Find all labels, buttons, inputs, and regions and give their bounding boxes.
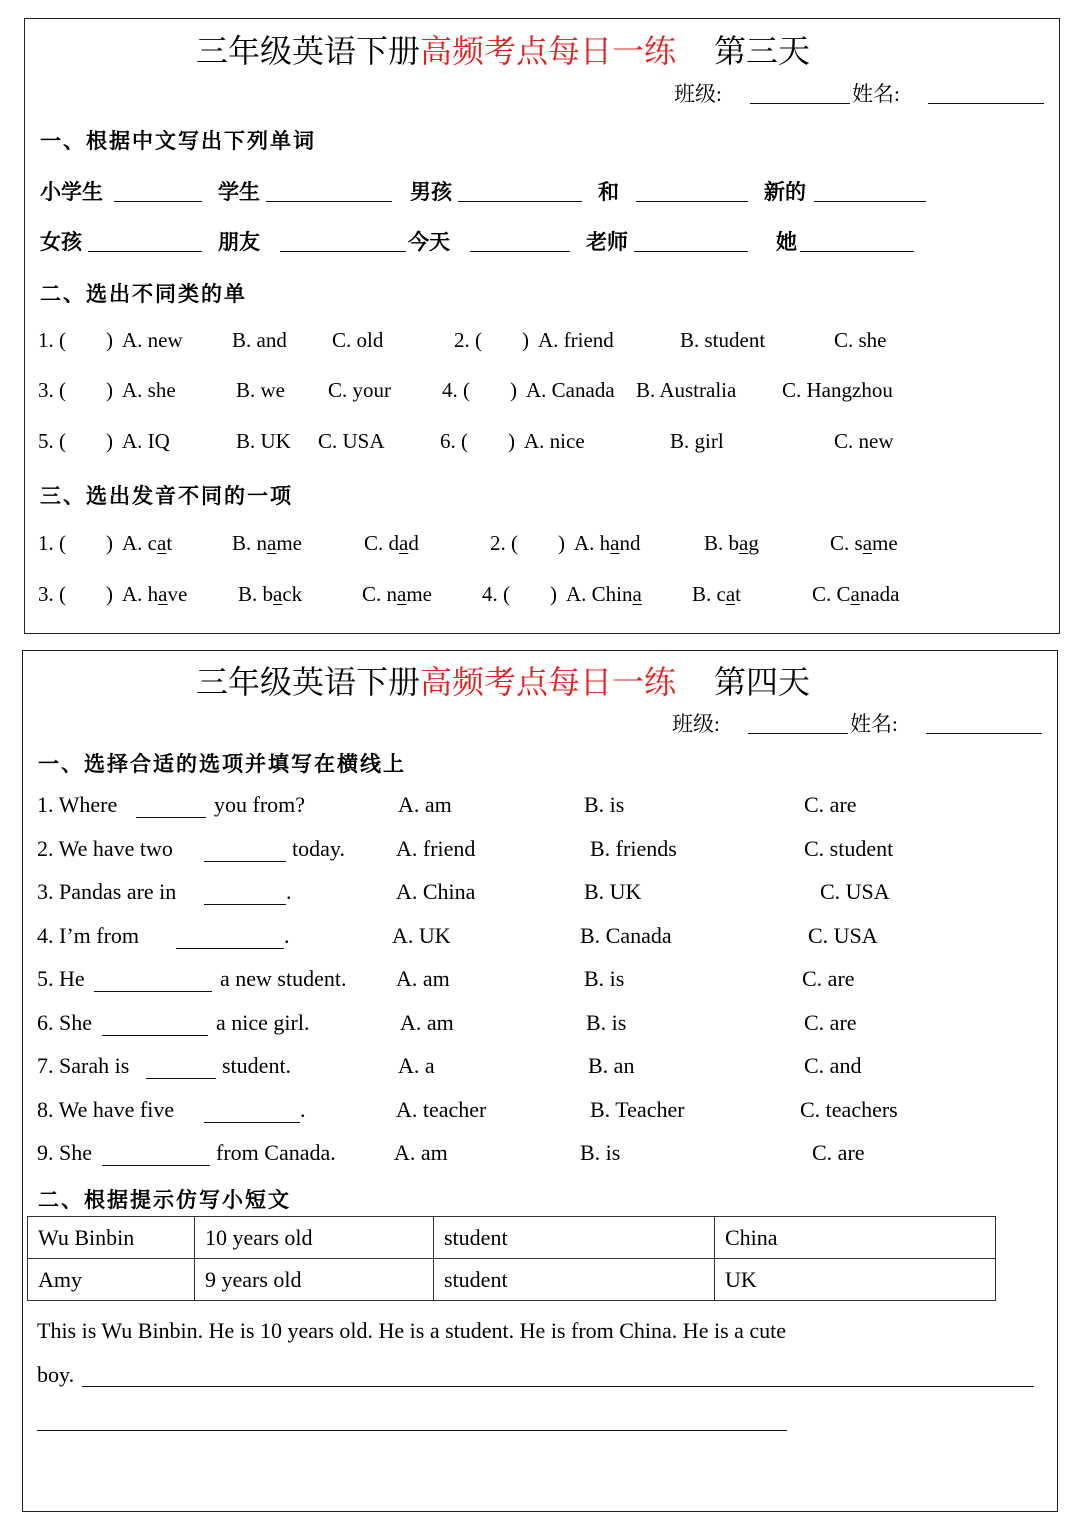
answer-blank[interactable] (634, 251, 748, 252)
bracket-close: ) (510, 378, 517, 402)
question-number: 3. ( (38, 378, 66, 402)
bracket-close: ) (508, 429, 515, 453)
option-a: A. hand (574, 531, 641, 555)
option-c: C. dad (364, 531, 419, 555)
info-table (27, 1216, 996, 1301)
option-a: A. teacher (396, 1097, 487, 1122)
answer-blank[interactable] (280, 251, 406, 252)
answer-blank[interactable] (176, 948, 284, 949)
day3-section2-heading: 二、选出不同类的单 (40, 281, 247, 306)
day3-section3-heading: 三、选出发音不同的一项 (40, 483, 293, 508)
word-prompt: 女孩 (40, 229, 82, 254)
answer-blank[interactable] (814, 201, 926, 202)
bracket-close: ) (522, 328, 529, 352)
day4-class-field[interactable] (748, 733, 848, 734)
bracket-close: ) (550, 582, 557, 606)
answer-blank[interactable] (204, 1122, 300, 1123)
answer-blank[interactable] (204, 861, 286, 862)
option-a: A. Canada (526, 378, 615, 402)
answer-blank[interactable] (114, 201, 202, 202)
answer-blank[interactable] (94, 991, 212, 992)
question-stem: 8. We have five (37, 1097, 175, 1122)
option-b: B. is (584, 792, 625, 817)
word-prompt: 小学生 (40, 179, 103, 204)
option-a: A. UK (392, 923, 451, 948)
day3-name-field[interactable] (928, 103, 1044, 104)
word-prompt: 和 (598, 179, 619, 204)
option-b: B. is (580, 1140, 621, 1165)
example-text-line2: boy. (37, 1362, 75, 1387)
option-a: A. a (398, 1053, 435, 1078)
question-stem: 3. Pandas are in (37, 879, 177, 904)
option-a: A. new (122, 328, 183, 352)
table-cell: 10 years old (195, 1217, 434, 1259)
option-c: C. are (804, 792, 857, 817)
option-c: C. student (804, 836, 894, 861)
option-c: C. old (332, 328, 384, 352)
word-prompt: 新的 (764, 179, 806, 204)
option-b: B. is (586, 1010, 627, 1035)
option-b: B. girl (670, 429, 724, 453)
question-number: 6. ( (440, 429, 468, 453)
option-c: C. Canada (812, 582, 900, 606)
question-number: 5. ( (38, 429, 66, 453)
question-stem-end: . (286, 879, 292, 904)
writing-line[interactable] (37, 1430, 787, 1431)
day3-name-label: 姓名: (852, 82, 900, 106)
option-c: C. are (802, 966, 855, 991)
answer-blank[interactable] (636, 201, 748, 202)
day3-section1-heading: 一、根据中文写出下列单词 (40, 128, 316, 153)
day4-title: 三年级英语下册高频考点每日一练 第四天 (196, 663, 811, 701)
word-prompt: 她 (776, 229, 797, 254)
table-cell: UK (715, 1259, 996, 1301)
answer-blank[interactable] (470, 251, 570, 252)
question-stem: 2. We have two (37, 836, 173, 861)
option-b: B. an (588, 1053, 635, 1078)
answer-blank[interactable] (266, 201, 392, 202)
question-stem-end: . (284, 923, 290, 948)
answer-blank[interactable] (102, 1165, 210, 1166)
word-prompt: 今天 (408, 229, 450, 254)
option-c: C. USA (808, 923, 878, 948)
question-stem: 6. She (37, 1010, 92, 1035)
option-b: B. Canada (580, 923, 672, 948)
table-row (28, 1217, 996, 1259)
option-b: B. student (680, 328, 766, 352)
option-a: A. cat (122, 531, 173, 555)
worksheet-day3 (24, 18, 1060, 634)
option-b: B. UK (584, 879, 642, 904)
question-stem-end: a new student. (220, 966, 347, 991)
question-number: 2. ( (454, 328, 482, 352)
worksheet-day4 (22, 650, 1058, 1512)
question-number: 4. ( (442, 378, 470, 402)
bracket-close: ) (106, 531, 113, 555)
option-a: A. friend (538, 328, 614, 352)
option-c: C. and (804, 1053, 862, 1078)
table-cell: China (715, 1217, 996, 1259)
question-stem: 1. Where (37, 792, 118, 817)
question-stem: 4. I’m from (37, 923, 140, 948)
option-c: C. are (812, 1140, 865, 1165)
question-stem: 5. He (37, 966, 85, 991)
table-cell: student (434, 1259, 715, 1301)
table-cell: Amy (28, 1259, 195, 1301)
option-b: B. back (238, 582, 303, 606)
answer-blank[interactable] (136, 817, 206, 818)
option-b: B. UK (236, 429, 291, 453)
example-text-line1: This is Wu Binbin. He is 10 years old. He is a student. He is from China. He is a cute (37, 1318, 787, 1343)
question-stem: 7. Sarah is (37, 1053, 130, 1078)
option-b: B. bag (704, 531, 759, 555)
writing-line[interactable] (82, 1386, 1034, 1387)
bracket-close: ) (106, 328, 113, 352)
answer-blank[interactable] (204, 904, 286, 905)
day4-section2-heading: 二、根据提示仿写小短文 (38, 1187, 291, 1212)
bracket-close: ) (106, 378, 113, 402)
option-a: A. friend (396, 836, 476, 861)
table-row (28, 1259, 996, 1301)
question-stem-end: student. (222, 1053, 292, 1078)
option-b: B. name (232, 531, 302, 555)
option-c: C. USA (820, 879, 890, 904)
option-c: C. new (834, 429, 894, 453)
day3-title: 三年级英语下册高频考点每日一练 第三天 (196, 32, 811, 70)
question-number: 4. ( (482, 582, 510, 606)
word-prompt: 老师 (586, 229, 628, 254)
question-number: 2. ( (490, 531, 518, 555)
day3-class-field[interactable] (750, 103, 850, 104)
answer-blank[interactable] (458, 201, 582, 202)
question-stem-end: a nice girl. (216, 1010, 310, 1035)
option-c: C. USA (318, 429, 385, 453)
table-cell: Wu Binbin (28, 1217, 195, 1259)
option-a: A. am (396, 966, 450, 991)
answer-blank[interactable] (88, 251, 202, 252)
option-c: C. are (804, 1010, 857, 1035)
option-a: A. IQ (122, 429, 170, 453)
question-stem-end: you from? (214, 792, 306, 817)
option-b: B. Australia (636, 378, 737, 402)
day4-name-field[interactable] (926, 733, 1042, 734)
option-a: A. am (400, 1010, 454, 1035)
option-c: C. same (830, 531, 898, 555)
table-cell: student (434, 1217, 715, 1259)
question-stem-end: from Canada. (216, 1140, 336, 1165)
option-a: A. am (394, 1140, 448, 1165)
bracket-close: ) (558, 531, 565, 555)
option-b: B. cat (692, 582, 741, 606)
day4-section1-heading: 一、选择合适的选项并填写在横线上 (38, 751, 406, 776)
day4-class-label: 班级: (672, 712, 720, 736)
word-prompt: 朋友 (218, 229, 260, 254)
option-a: A. China (396, 879, 476, 904)
day4-name-label: 姓名: (850, 712, 898, 736)
option-c: C. she (834, 328, 887, 352)
option-b: B. Teacher (590, 1097, 685, 1122)
bracket-close: ) (106, 582, 113, 606)
option-c: C. Hangzhou (782, 378, 893, 402)
option-a: A. she (122, 378, 176, 402)
option-a: A. nice (524, 429, 585, 453)
answer-blank[interactable] (102, 1035, 208, 1036)
option-b: B. friends (590, 836, 677, 861)
question-number: 3. ( (38, 582, 66, 606)
day3-class-label: 班级: (674, 82, 722, 106)
option-c: C. name (362, 582, 432, 606)
answer-blank[interactable] (800, 251, 914, 252)
question-number: 1. ( (38, 531, 66, 555)
answer-blank[interactable] (146, 1078, 216, 1079)
option-a: A. have (122, 582, 188, 606)
question-stem-end: . (300, 1097, 306, 1122)
table-cell: 9 years old (195, 1259, 434, 1301)
option-c: C. your (328, 378, 391, 402)
option-a: A. China (566, 582, 642, 606)
bracket-close: ) (106, 429, 113, 453)
option-c: C. teachers (800, 1097, 898, 1122)
question-number: 1. ( (38, 328, 66, 352)
option-b: B. and (232, 328, 287, 352)
word-prompt: 学生 (218, 179, 260, 204)
word-prompt: 男孩 (410, 179, 452, 204)
option-b: B. is (584, 966, 625, 991)
question-stem-end: today. (292, 836, 345, 861)
option-a: A. am (398, 792, 452, 817)
question-stem: 9. She (37, 1140, 92, 1165)
option-b: B. we (236, 378, 285, 402)
